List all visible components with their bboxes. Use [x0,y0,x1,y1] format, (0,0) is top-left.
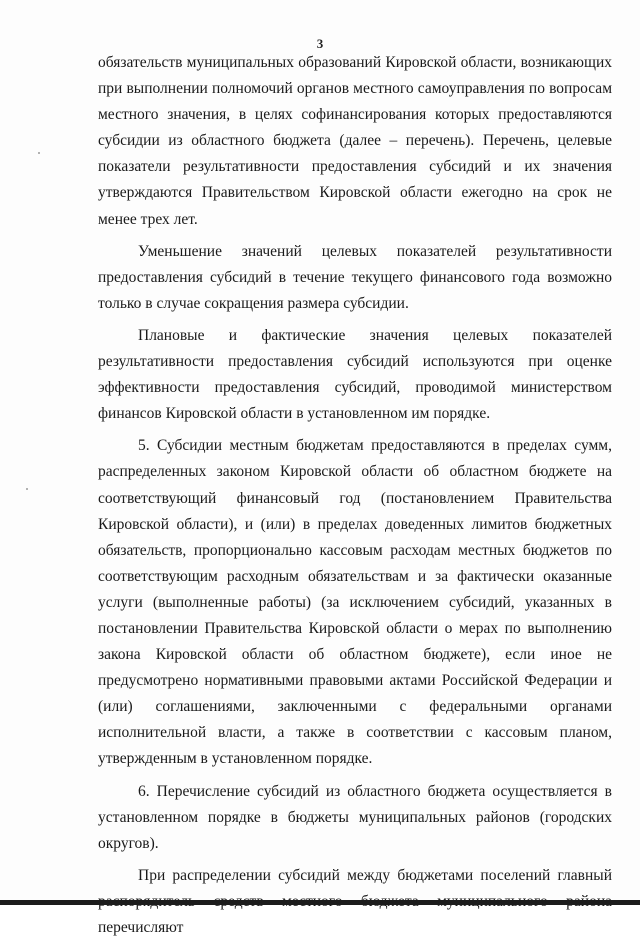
paragraph-continuation: обязательств муниципальных образований Кировской области, возникающих при выполнении полномочий органов местного самоуправления по вопросам местного значения, в целях софинансирования которых предоставляются субсидии из областного бюджета (далее – перечень). Перечень, целевые показатели результативности предоставления субсидий и их значения утверждаются Правительством Кировской области ежегодно на срок не менее трех лет. [98,54,612,228]
scan-speck [38,152,40,154]
paragraph-distribution: При распределении субсидий между бюджетами поселений главный перечисляют [98,866,612,936]
document-body [98,50,612,947]
scan-speck [26,488,28,490]
paragraph-clause-5: 5. Субсидии местным бюджетам предоставляются в пределах сумм, распределенных законом Кировской области об областном бюджете на соответствующий финансовый год (постановлением Правительства Кировской области), и (или) в пределах доведенных лимитов бюджетных обязательств, пропорционально кассовым расходам местных бюджетов по соответствующим расходным обязательствам и за фактически оказанные услуги (выполненные работы) (за исключением субсидий, указанных в постановлении Правительства Кировской области о мерах по выполнению закона Кировской области об областном бюджете), если иное не предусмотрено нормативными правовыми актами Российской Федерации и (или) соглашениями, заключенными с федеральными органами исполнительной власти, а также в соответствии с кассовым планом, утвержденным в установленном порядке. [98,437,612,768]
paragraph-target-reduction: Уменьшение значений целевых показателей результативности предоставления субсидий в течение текущего финансового года возможно только в случае сокращения размера субсидии. [98,242,612,312]
paragraph-clause-6: 6. Перечисление субсидий из областного бюджета осуществляется в установленном порядке в бюджеты муниципальных районов (городских округов). [98,782,612,852]
paragraph-planned-values: Плановые и фактические значения целевых показателей результативности предоставления субсидий используются при оценке эффективности предоставления субсидий, проводимой министерством финансов Кировской области в установленном им порядке. [98,326,612,423]
page-number: 3 [316,36,324,51]
scan-bottom-edge [0,900,640,905]
